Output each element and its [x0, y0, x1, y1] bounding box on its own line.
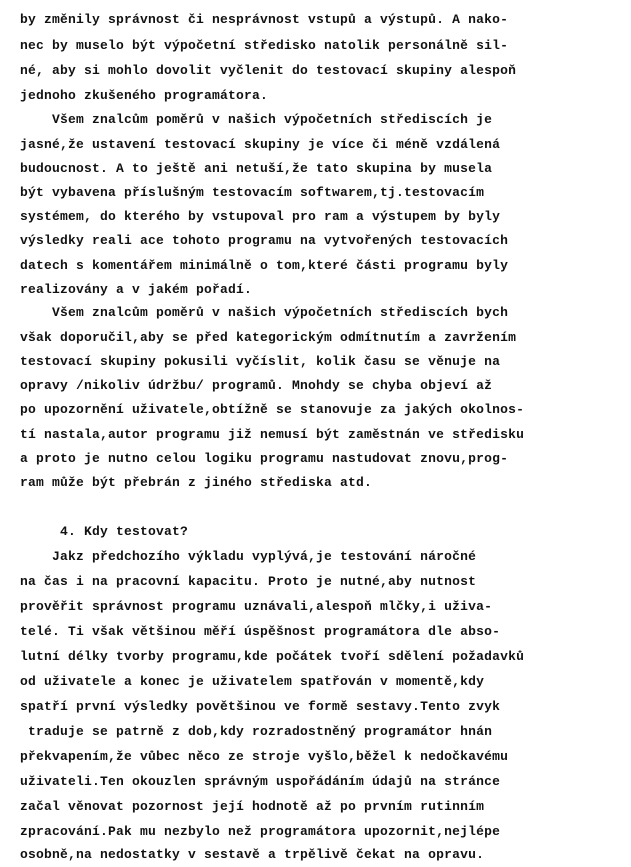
text-line: Jakz předchozího výkladu vyplývá,je testování náročné — [20, 549, 477, 564]
text-line: testovací skupiny pokusili vyčíslit, kolik času se věnuje na — [20, 354, 501, 369]
text-line: být vybavena příslušným testovacím softwarem,tj.testovacím — [20, 185, 485, 200]
text-line: spatří první výsledky povětšinou ve formě sestavy.Tento zvyk — [20, 699, 501, 714]
text-line: Všem znalcům poměrů v našich výpočetních střediscích bych — [20, 305, 509, 320]
text-line: jednoho zkušeného programátora. — [20, 88, 269, 103]
text-line: lutní délky tvorby programu,kde počátek tvoří sdělení požadavků — [20, 649, 525, 664]
text-line: opravy /nikoliv údržbu/ programů. Mnohdy se chyba objeví až — [20, 378, 493, 393]
text-line: budoucnost. A to ještě ani netuší,že tato skupina by musela — [20, 161, 493, 176]
text-line: né, aby si mohlo dovolit vyčlenit do testovací skupiny alespoň — [20, 63, 517, 78]
text-line: však doporučil,aby se před kategorickým odmítnutím a zavržením — [20, 330, 517, 345]
text-line: výsledky reali ace tohoto programu na vytvořených testovacích — [20, 233, 509, 248]
text-line: a proto je nutno celou logiku programu nastudovat znovu,prog- — [20, 451, 509, 466]
text-line: Všem znalcům poměrů v našich výpočetních střediscích je — [20, 112, 493, 127]
text-line: by změnily správnost či nesprávnost vstupů a výstupů. A nako- — [20, 12, 509, 27]
text-line: uživateli.Ten okouzlen správným uspořádáním údajů na stránce — [20, 774, 501, 789]
text-line: systémem, do kterého by vstupoval pro ram a výstupem by byly — [20, 209, 501, 224]
text-line: tí nastala,autor programu již nemusí být zaměstnán ve středisku — [20, 427, 525, 442]
text-line: na čas i na pracovní kapacitu. Proto je nutné,aby nutnost — [20, 574, 477, 589]
text-line: telé. Ti však většinou měří úspěšnost programátora dle abso- — [20, 624, 501, 639]
text-line: osobně,na nedostatky v sestavě a trpělivě čekat na opravu. — [20, 847, 485, 862]
text-line: nec by muselo být výpočetní středisko natolik personálně sil- — [20, 38, 509, 53]
section-heading: 4. Kdy testovat? — [60, 524, 189, 539]
text-line: jasné,že ustavení testovací skupiny je více či méně vzdálená — [20, 137, 501, 152]
text-line: začal věnovat pozornost její hodnotě až po prvním rutinním — [20, 799, 485, 814]
text-line: ram může být přebrán z jiného střediska atd. — [20, 475, 373, 490]
text-line: od uživatele a konec je uživatelem spatřován v momentě,kdy — [20, 674, 485, 689]
text-line: realizovány a v jakém pořadí. — [20, 282, 253, 297]
text-line: prověřit správnost programu uznávali,alespoň mlčky,i uživa- — [20, 599, 493, 614]
text-line: zpracování.Pak mu nezbylo než programátora upozornit,nejlépe — [20, 824, 501, 839]
text-line: traduje se patrně z dob,kdy rozradostněný programátor hnán — [20, 724, 493, 739]
text-line: po upozornění uživatele,obtížně se stanovuje za jakých okolnos- — [20, 402, 525, 417]
text-line: překvapením,že vůbec něco ze stroje vyšlo,běžel k nedočkavému — [20, 749, 509, 764]
text-line: datech s komentářem minimálně o tom,které části programu byly — [20, 258, 509, 273]
